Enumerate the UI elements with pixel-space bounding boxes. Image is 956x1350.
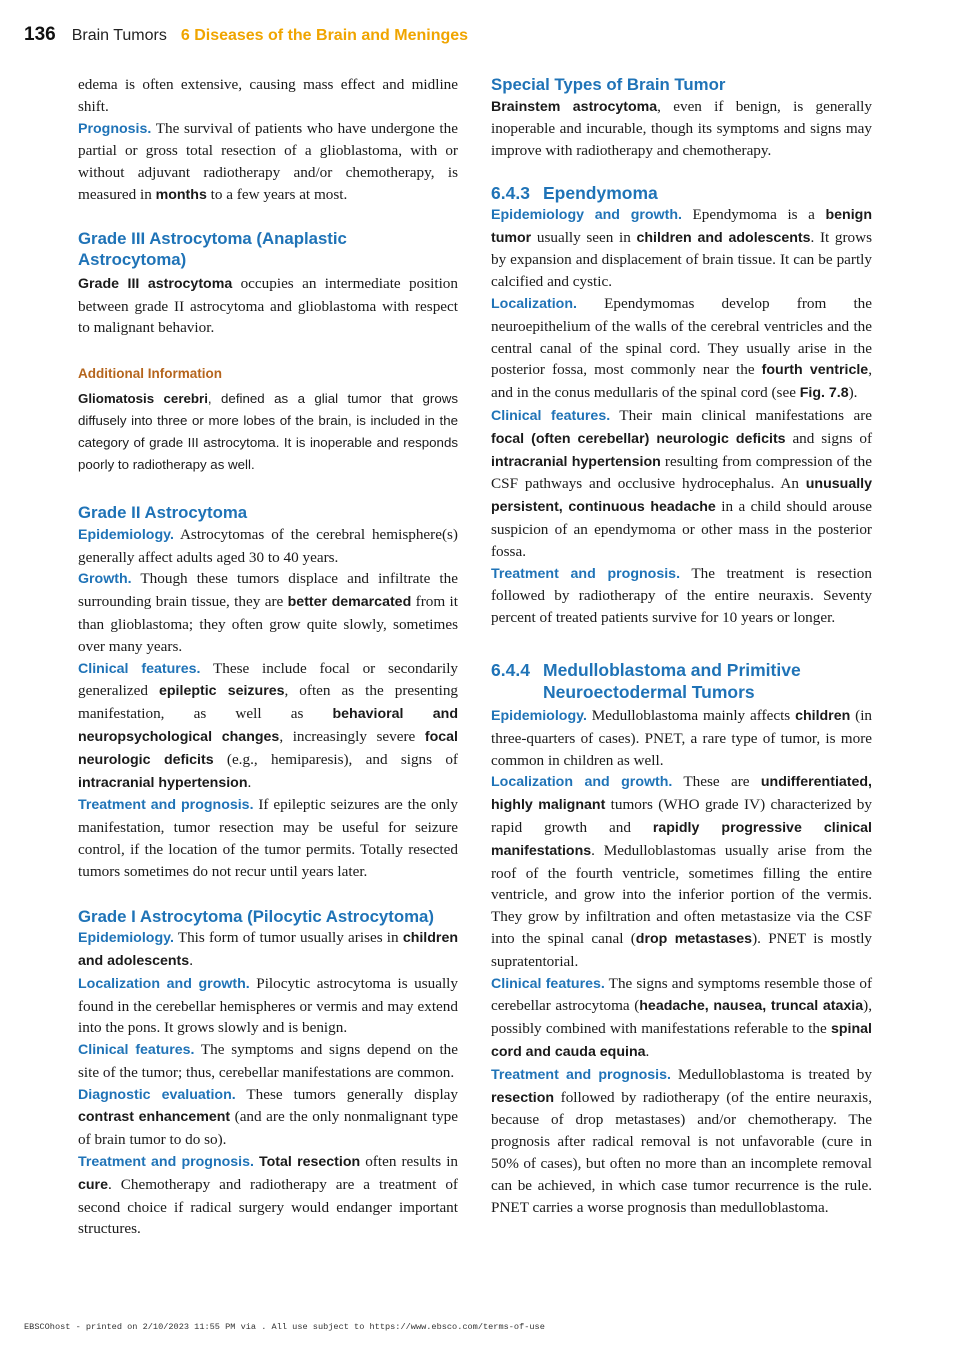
gliomatosis-paragraph: Gliomatosis cerebri, defined as a glial tumor that grows diffusely into three or more lobes of the brain, is included in the category of grade III astrocytoma. It is inoperable and responds poorly to radiotherapy as well.: [78, 391, 458, 472]
grade2-heading: Grade II Astrocytoma: [78, 503, 248, 523]
running-title: Brain Tumors: [71, 27, 167, 44]
special-types-heading: Special Types of Brain Tumor: [491, 75, 726, 94]
grade2-clinical-features: Clinical features. These include focal or secondarily generalized epileptic seizures, often as the presenting manifestation, as well as behavioral and neuropsychological changes, increasingly severe focal neurologic deficits (e.g., hemiparesis), and signs of intracranial hypertension.: [78, 659, 459, 791]
grade2-growth: Growth. Though these tumors displace and infiltrate the surrounding brain tissue, they are better demarcated from it than glioblastoma; they often grow quite slowly, sometimes over many years.: [78, 570, 458, 655]
grade2-treatment-prognosis: Treatment and prognosis. If epileptic seizures are the only manifestation, tumor resection may be useful for seizure control, if the location of the tumor permits. Totally resected tumors sometimes do not recur until years later.: [78, 796, 458, 880]
grade1-epidemiology: Epidemiology. This form of tumor usually arises in children and adolescents.: [78, 929, 458, 969]
ebsco-footer: EBSCOhost - printed on 2/10/2023 11:55 PM via . All use subject to https://www.ebsco.com/terms-of-use: [24, 1322, 545, 1332]
grade3-heading: Grade III Astrocytoma (Anaplastic Astrocytoma): [78, 228, 347, 270]
medulloblastoma-treatment-prognosis: Treatment and prognosis. Medulloblastoma is treated by resection followed by radiotherapy (of the entire neuraxis, because of drop metastases) and/or chemotherapy. The prognosis after radical removal is not unfavorable (cure in 50% of cases), but often no more than an incomplete removal can be achieved, in which case tumor recurrence is the rule. PNET carries a worse prognosis than medulloblastoma.: [491, 1065, 872, 1216]
ependymoma-section-number: 6.4.3: [491, 182, 530, 203]
medulloblastoma-epidemiology: Epidemiology. Medulloblastoma mainly affects children (in three-quarters of cases). PNET, a rare type of tumor, is more common in children as well.: [491, 707, 873, 769]
grade1-clinical-features: Clinical features. The symptoms and signs depend on the site of the tumor; thus, cerebellar manifestations are common.: [78, 1041, 458, 1081]
grade1-heading: Grade I Astrocytoma (Pilocytic Astrocytoma): [78, 906, 434, 926]
medulloblastoma-title: Medulloblastoma and Primitive Neuroectodermal Tumors: [543, 660, 801, 703]
ependymoma-epidemiology: Epidemiology and growth. Ependymoma is a benign tumor usually seen in children and adolescents. It grows by expansion and displacement of brain tissue. It can be partly calcified and cystic.: [491, 205, 872, 291]
chapter-title: 6 Diseases of the Brain and Meninges: [180, 27, 469, 44]
grade1-localization-growth: Localization and growth. Pilocytic astrocytoma is usually found in the cerebellar hemispheres or vermis and may extend into the pons. It grows slowly and is benign.: [78, 974, 458, 1037]
glioblastoma-prognosis-paragraph: Prognosis. The survival of patients who have undergone the partial or gross total resection of a glioblastoma, with or without adjuvant radiotherapy and/or chemotherapy, is measured in months to a few years at most.: [78, 119, 458, 203]
ependymoma-clinical-features: Clinical features. Their main clinical manifestations are focal (often cerebellar) neurologic deficits and signs of intracranial hypertension resulting from compression of the CSF pathways and occlusive hydrocephalus. An unusually persistent, continuous headache in a child should arouse suspicion of an ependymoma or other mass in the posterior fossa.: [491, 407, 873, 560]
figure-reference[interactable]: Fig. 7.8: [799, 385, 849, 402]
page-header: [24, 24, 468, 50]
grade1-diagnostic-evaluation: Diagnostic evaluation. These tumors generally display contrast enhancement (and are the only nonmalignant type of brain tumor to do so).: [78, 1085, 459, 1149]
brainstem-astrocytoma-paragraph: Brainstem astrocytoma, even if benign, is generally inoperable and incurable, though its symptoms and signs may improve with radiotherapy and chemotherapy.: [491, 97, 872, 160]
grade2-epidemiology: Epidemiology. Astrocytomas of the cerebral hemisphere(s) generally affect adults aged 30 to 40 years.: [78, 525, 458, 566]
medulloblastoma-section-number: 6.4.4: [491, 660, 530, 681]
ependymoma-localization: Localization. Ependymomas develop from the neuroepithelium of the walls of the cerebral ventricles and the central canal of the spinal cord. They usually arise in the posterior fossa, most commonly near the fourth ventricle, and in the conus medullaris of the spinal cord (see Fig. 7.8).: [491, 295, 872, 402]
grade3-paragraph: Grade III astrocytoma occupies an intermediate position between grade II astrocytoma and glioblastoma with respect to malignant behavior.: [78, 274, 458, 337]
medulloblastoma-clinical-features: Clinical features. The signs and symptoms resemble those of cerebellar astrocytoma (headache, nausea, truncal ataxia), possibly combined with manifestations referable to the spinal cord and cauda equina.: [491, 974, 872, 1060]
additional-information-box: [78, 364, 458, 475]
prognosis-lead: Prognosis.: [78, 120, 152, 137]
ependymoma-title: Ependymoma: [543, 182, 658, 203]
medulloblastoma-heading: [491, 659, 872, 703]
grade1-treatment-prognosis: Treatment and prognosis. Total resection often results in cure. Chemotherapy and radiotherapy are a treatment of second choice if radical surgery would endanger important structures.: [78, 1153, 459, 1238]
ependymoma-treatment-prognosis: Treatment and prognosis. The treatment is resection followed by radiotherapy of the entire neuraxis. Seventy percent of treated patients survive for 10 years or longer.: [491, 564, 872, 627]
glioblastoma-edema-paragraph: edema is often extensive, causing mass effect and midline shift.: [78, 76, 458, 115]
additional-information-title: Additional Information: [78, 366, 222, 382]
left-column: [78, 74, 458, 1240]
ependymoma-heading: [491, 182, 872, 204]
medulloblastoma-localization-growth: Localization and growth. These are undifferentiated, highly malignant tumors (WHO grade IV) characterized by rapid growth and rapidly progressive clinical manifestations. Medulloblastomas usually arise from the roof of the fourth ventricle, sometimes filling the entire ventricle, and grow into the inferior portion of the vermis. They grow by infiltration and often metastasize via the CSF into the spinal canal (drop metastases). PNET is mostly supratentorial.: [491, 773, 873, 970]
page-number: 136: [24, 24, 56, 45]
right-column: [491, 74, 872, 1218]
